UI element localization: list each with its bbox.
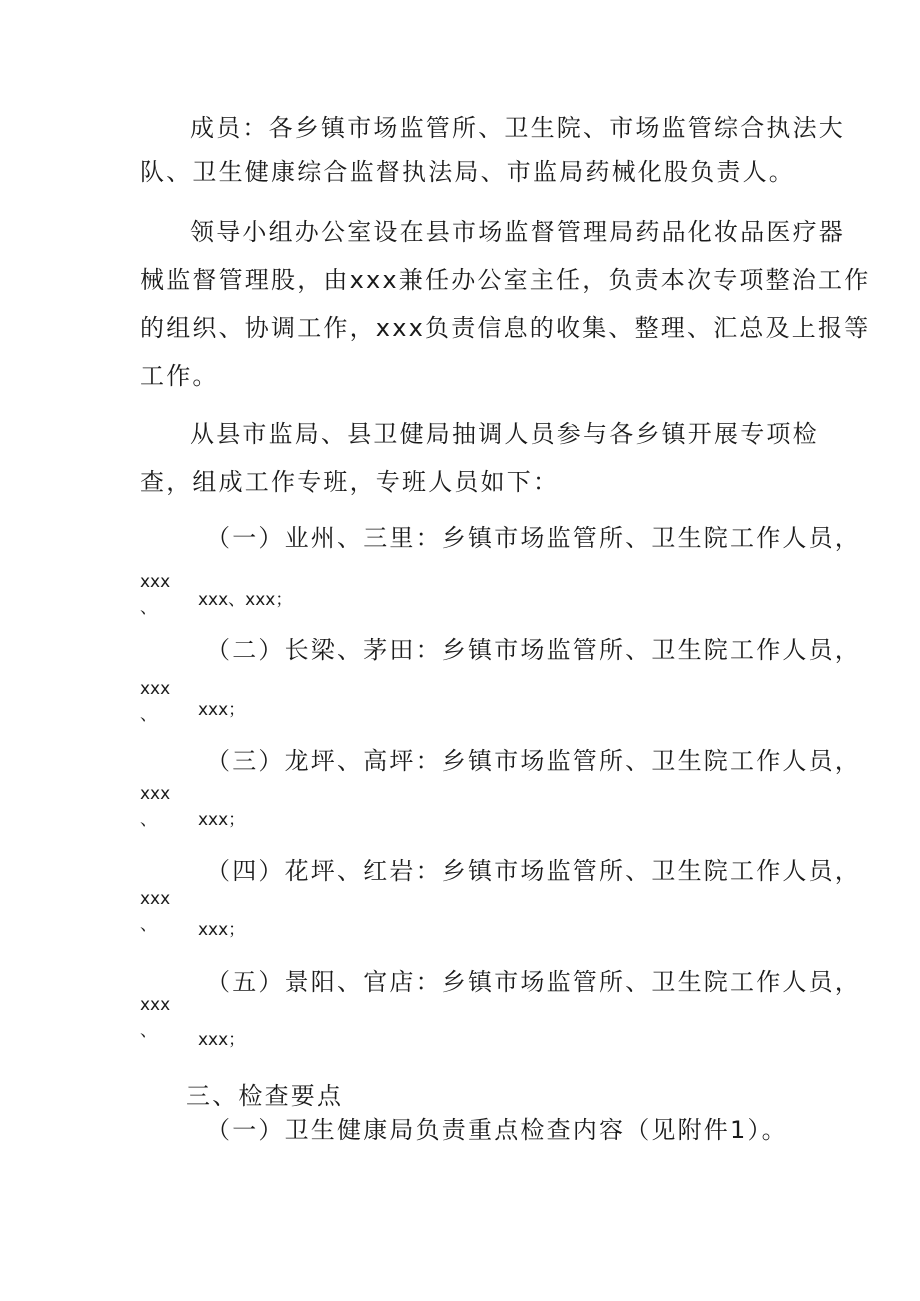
team-5-separator: 、 bbox=[140, 1021, 157, 1041]
team-4-separator: 、 bbox=[140, 915, 157, 935]
section-3-item-1: （一）卫生健康局负责重点检查内容（见附件1）。 bbox=[206, 1116, 788, 1144]
team-2-text: （二）长梁、茅田：乡镇市场监管所、卫生院工作人员， bbox=[206, 636, 861, 664]
paragraph-1-line-2: 队、卫生健康综合监督执法局、市监局药械化股负责人。 bbox=[140, 158, 795, 186]
paragraph-3-line-1: 从县市监局、县卫健局抽调人员参与各乡镇开展专项检 bbox=[190, 420, 819, 448]
team-3-text: （三）龙坪、高坪：乡镇市场监管所、卫生院工作人员， bbox=[206, 747, 861, 775]
paragraph-2-line-2: 械监督管理股，由xxx兼任办公室主任，负责本次专项整治工作 bbox=[140, 266, 871, 294]
paragraph-2-line-3: 的组织、协调工作，xxx负责信息的收集、整理、汇总及上报等 bbox=[140, 314, 871, 342]
paragraph-3-line-2: 查，组成工作专班，专班人员如下： bbox=[140, 468, 560, 496]
team-4-text: （四）花坪、红岩：乡镇市场监管所、卫生院工作人员， bbox=[206, 857, 861, 885]
team-5-text: （五）景阳、官店：乡镇市场监管所、卫生院工作人员， bbox=[206, 968, 861, 996]
paragraph-2-line-1: 领导小组办公室设在县市场监督管理局药品化妆品医疗器 bbox=[190, 218, 845, 246]
paragraph-2-line-4: 工作。 bbox=[140, 362, 219, 390]
team-1-members: xxx、xxx； bbox=[198, 590, 293, 610]
section-3-heading: 三、检查要点 bbox=[186, 1082, 344, 1110]
team-2-xxx: xxx bbox=[140, 679, 171, 699]
team-2-members: xxx； bbox=[198, 700, 246, 720]
team-4-xxx: xxx bbox=[140, 889, 171, 909]
paragraph-1-line-1: 成员：各乡镇市场监管所、卫生院、市场监管综合执法大 bbox=[190, 114, 845, 142]
team-3-separator: 、 bbox=[140, 810, 157, 830]
team-4-members: xxx； bbox=[198, 920, 246, 940]
team-5-members: xxx； bbox=[198, 1030, 246, 1050]
team-1-xxx: xxx bbox=[140, 572, 171, 592]
team-3-xxx: xxx bbox=[140, 784, 171, 804]
team-3-members: xxx； bbox=[198, 810, 246, 830]
team-1-separator: 、 bbox=[140, 598, 157, 618]
team-1-text: （一）业州、三里：乡镇市场监管所、卫生院工作人员， bbox=[206, 524, 861, 552]
team-2-separator: 、 bbox=[140, 705, 157, 725]
team-5-xxx: xxx bbox=[140, 995, 171, 1015]
